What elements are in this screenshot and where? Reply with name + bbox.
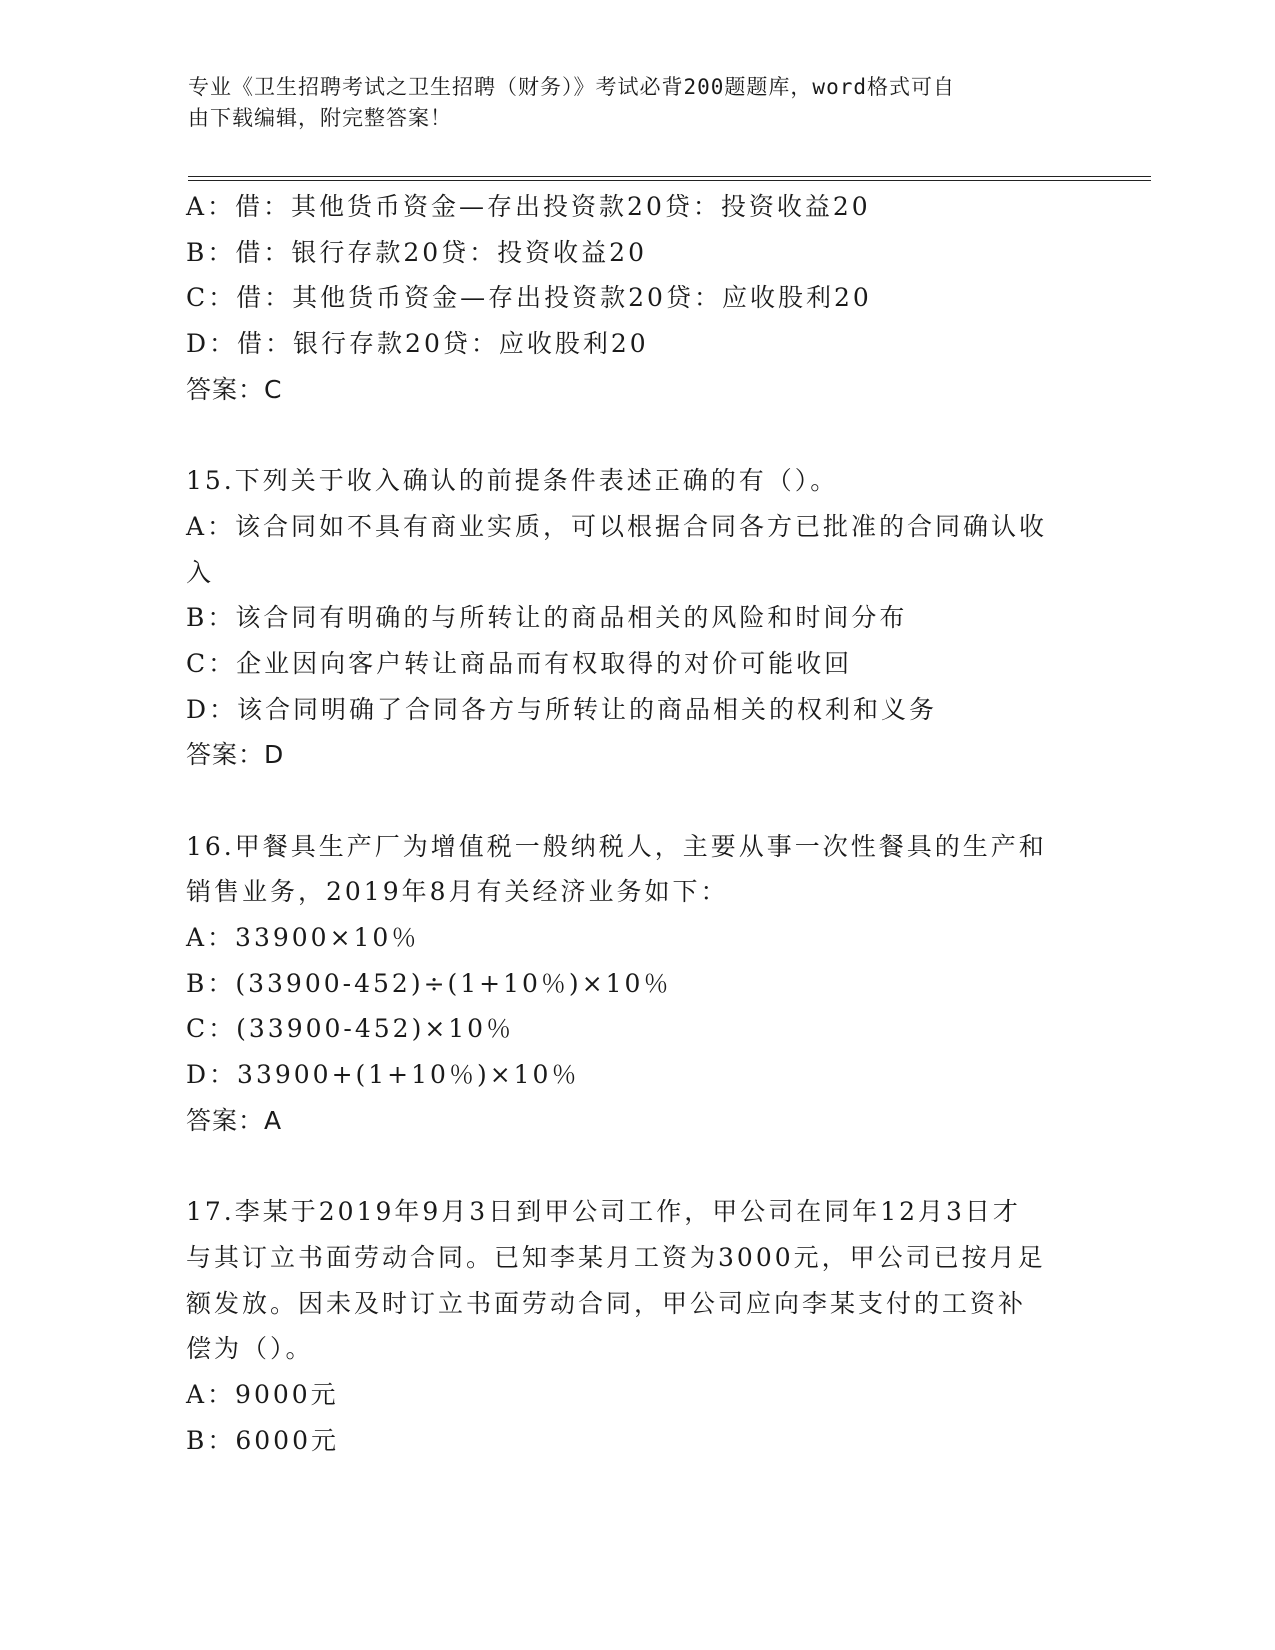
question-16 <box>186 824 1086 1144</box>
q15-option-c: C：企业因向客户转让商品而有权取得的对价可能收回 <box>186 648 853 678</box>
q15-answer: 答案：D <box>186 740 285 770</box>
header-divider <box>188 176 1151 181</box>
q17-stem-line-3: 额发放。因未及时订立书面劳动合同，甲公司应向李某支付的工资补 <box>186 1288 1027 1318</box>
header-line-2: 由下载编辑，附完整答案！ <box>188 106 452 130</box>
q15-option-b: B：该合同有明确的与所转让的商品相关的风险和时间分布 <box>186 603 908 633</box>
q16-option-a: A：33900×10％ <box>186 923 420 952</box>
q14-option-d: D：借：银行存款20贷：应收股利20 <box>186 329 649 359</box>
q16-option-d: D：33900+(1+10％)×10％ <box>186 1060 580 1090</box>
q17-option-a: A：9000元 <box>186 1379 339 1409</box>
document-header <box>188 72 1068 134</box>
q14-option-b: B：借：银行存款20贷：投资收益20 <box>186 237 647 267</box>
q17-stem-line-2: 与其订立书面劳动合同。已知李某月工资为3000元，甲公司已按月足 <box>186 1242 1046 1272</box>
q14-answer: 答案：C <box>186 374 283 404</box>
spacer <box>186 412 1086 458</box>
question-17 <box>186 1189 1086 1463</box>
question-list <box>186 184 1086 1463</box>
q16-answer: 答案：A <box>186 1105 283 1135</box>
q15-option-a-line-1: A：该合同如不具有商业实质，可以根据合同各方已批准的合同确认收 <box>186 511 1048 541</box>
q16-option-b: B：(33900-452)÷(1+10％)×10％ <box>186 968 672 998</box>
question-15 <box>186 458 1086 778</box>
q15-stem: 15.下列关于收入确认的前提条件表述正确的有（）。 <box>186 466 839 496</box>
q14-option-c: C：借：其他货币资金—存出投资款20贷：应收股利20 <box>186 283 872 313</box>
q14-option-a: A：借：其他货币资金—存出投资款20贷：投资收益20 <box>186 192 871 221</box>
q16-stem-line-1: 16.甲餐具生产厂为增值税一般纳税人，主要从事一次性餐具的生产和 <box>186 831 1047 861</box>
question-14 <box>186 184 1086 412</box>
q17-option-b: B：6000元 <box>186 1425 339 1455</box>
q16-stem-line-2: 销售业务，2019年8月有关经济业务如下： <box>186 877 729 907</box>
header-line-1: 专业《卫生招聘考试之卫生招聘（财务）》考试必背200题题库，word格式可自 <box>188 75 955 99</box>
spacer <box>186 778 1086 824</box>
q16-option-c: C：(33900-452)×10％ <box>186 1014 515 1044</box>
q15-option-a-line-2: 入 <box>186 557 215 587</box>
spacer <box>186 1143 1086 1189</box>
q17-stem-line-1: 17.李某于2019年9月3日到甲公司工作，甲公司在同年12月3日才 <box>186 1197 1021 1227</box>
q17-stem-line-4: 偿为（）。 <box>186 1334 314 1364</box>
q15-option-d: D：该合同明确了合同各方与所转让的商品相关的权利和义务 <box>186 694 938 724</box>
